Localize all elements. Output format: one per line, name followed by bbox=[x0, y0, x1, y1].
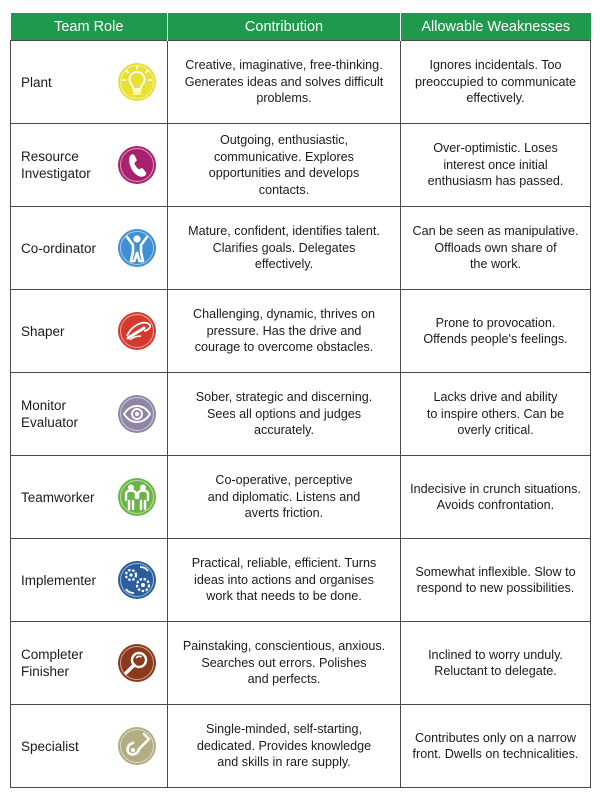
contribution-cell: Challenging, dynamic, thrives on pressure. Has the drive and courage to overcome obstacles. bbox=[168, 290, 401, 373]
header-contribution: Contribution bbox=[168, 13, 401, 41]
role-name: Shaper bbox=[21, 323, 65, 339]
weakness-cell: Inclined to worry unduly. Reluctant to delegate. bbox=[401, 622, 591, 705]
table-row-plant bbox=[11, 41, 591, 124]
weakness-cell: Contributes only on a narrow front. Dwells on technicalities. bbox=[401, 705, 591, 788]
magnifier-icon-svg bbox=[117, 643, 157, 683]
eye-icon-svg bbox=[117, 394, 157, 434]
role-cell bbox=[11, 124, 168, 207]
contribution-cell: Creative, imaginative, free-thinking. Generates ideas and solves difficult problems. bbox=[168, 41, 401, 124]
contribution-cell: Sober, strategic and discerning. Sees all options and judges accurately. bbox=[168, 373, 401, 456]
whip-icon-svg bbox=[117, 311, 157, 351]
weakness-cell: Prone to provocation. Offends people's feelings. bbox=[401, 290, 591, 373]
table-header-row bbox=[11, 13, 591, 41]
team-roles-table bbox=[10, 13, 591, 788]
role-name: Co-ordinator bbox=[21, 240, 97, 256]
telephone-icon-svg bbox=[117, 145, 157, 185]
role-cell bbox=[11, 373, 168, 456]
role-name: Plant bbox=[21, 74, 52, 90]
tool-icon-svg bbox=[117, 726, 157, 766]
lightbulb-icon-svg bbox=[117, 62, 157, 102]
weakness-cell: Ignores incidentals. Too preoccupied to communicate effectively. bbox=[401, 41, 591, 124]
whip-icon bbox=[117, 311, 157, 351]
table-row-completer-finisher bbox=[11, 622, 591, 705]
lightbulb-icon bbox=[117, 62, 157, 102]
table-row-teamworker bbox=[11, 456, 591, 539]
header-allowable-weaknesses: Allowable Weaknesses bbox=[401, 13, 591, 41]
person-arms-raised-icon bbox=[117, 228, 157, 268]
two-people-icon-svg bbox=[117, 477, 157, 517]
role-cell bbox=[11, 705, 168, 788]
contribution-cell: Mature, confident, identifies talent. Clarifies goals. Delegates effectively. bbox=[168, 207, 401, 290]
role-cell bbox=[11, 456, 168, 539]
role-name: Completer Finisher bbox=[21, 647, 84, 679]
role-cell bbox=[11, 539, 168, 622]
role-name: Monitor Evaluator bbox=[21, 398, 79, 430]
contribution-cell: Co-operative, perceptive and diplomatic. Listens and averts friction. bbox=[168, 456, 401, 539]
contribution-cell: Practical, reliable, efficient. Turns ideas into actions and organises work that needs to be done. bbox=[168, 539, 401, 622]
role-name: Teamworker bbox=[21, 489, 95, 505]
table-row-resource-investigator bbox=[11, 124, 591, 207]
role-name: Specialist bbox=[21, 738, 79, 754]
gears-icon bbox=[117, 560, 157, 600]
table-row-monitor-evaluator bbox=[11, 373, 591, 456]
weakness-cell: Over-optimistic. Loses interest once initial enthusiasm has passed. bbox=[401, 124, 591, 207]
role-name: Implementer bbox=[21, 572, 97, 588]
two-people-icon bbox=[117, 477, 157, 517]
table-row-implementer bbox=[11, 539, 591, 622]
team-roles-document bbox=[10, 13, 590, 788]
table-row-co-ordinator bbox=[11, 207, 591, 290]
weakness-cell: Somewhat inflexible. Slow to respond to new possibilities. bbox=[401, 539, 591, 622]
weakness-cell: Can be seen as manipulative. Offloads own share of the work. bbox=[401, 207, 591, 290]
role-cell bbox=[11, 207, 168, 290]
header-team-role: Team Role bbox=[11, 13, 168, 41]
person-arms-raised-icon-svg bbox=[117, 228, 157, 268]
weakness-cell: Lacks drive and ability to inspire others. Can be overly critical. bbox=[401, 373, 591, 456]
contribution-cell: Painstaking, conscientious, anxious. Searches out errors. Polishes and perfects. bbox=[168, 622, 401, 705]
role-cell bbox=[11, 622, 168, 705]
weakness-cell: Indecisive in crunch situations. Avoids confrontation. bbox=[401, 456, 591, 539]
eye-icon bbox=[117, 394, 157, 434]
telephone-icon bbox=[117, 145, 157, 185]
role-cell bbox=[11, 290, 168, 373]
role-name: Resource Investigator bbox=[21, 149, 91, 181]
gears-icon-svg bbox=[117, 560, 157, 600]
magnifier-icon bbox=[117, 643, 157, 683]
table-row-specialist bbox=[11, 705, 591, 788]
table-row-shaper bbox=[11, 290, 591, 373]
contribution-cell: Outgoing, enthusiastic, communicative. Explores opportunities and develops contacts. bbox=[168, 124, 401, 207]
contribution-cell: Single-minded, self-starting, dedicated. Provides knowledge and skills in rare supply. bbox=[168, 705, 401, 788]
tool-icon bbox=[117, 726, 157, 766]
role-cell bbox=[11, 41, 168, 124]
